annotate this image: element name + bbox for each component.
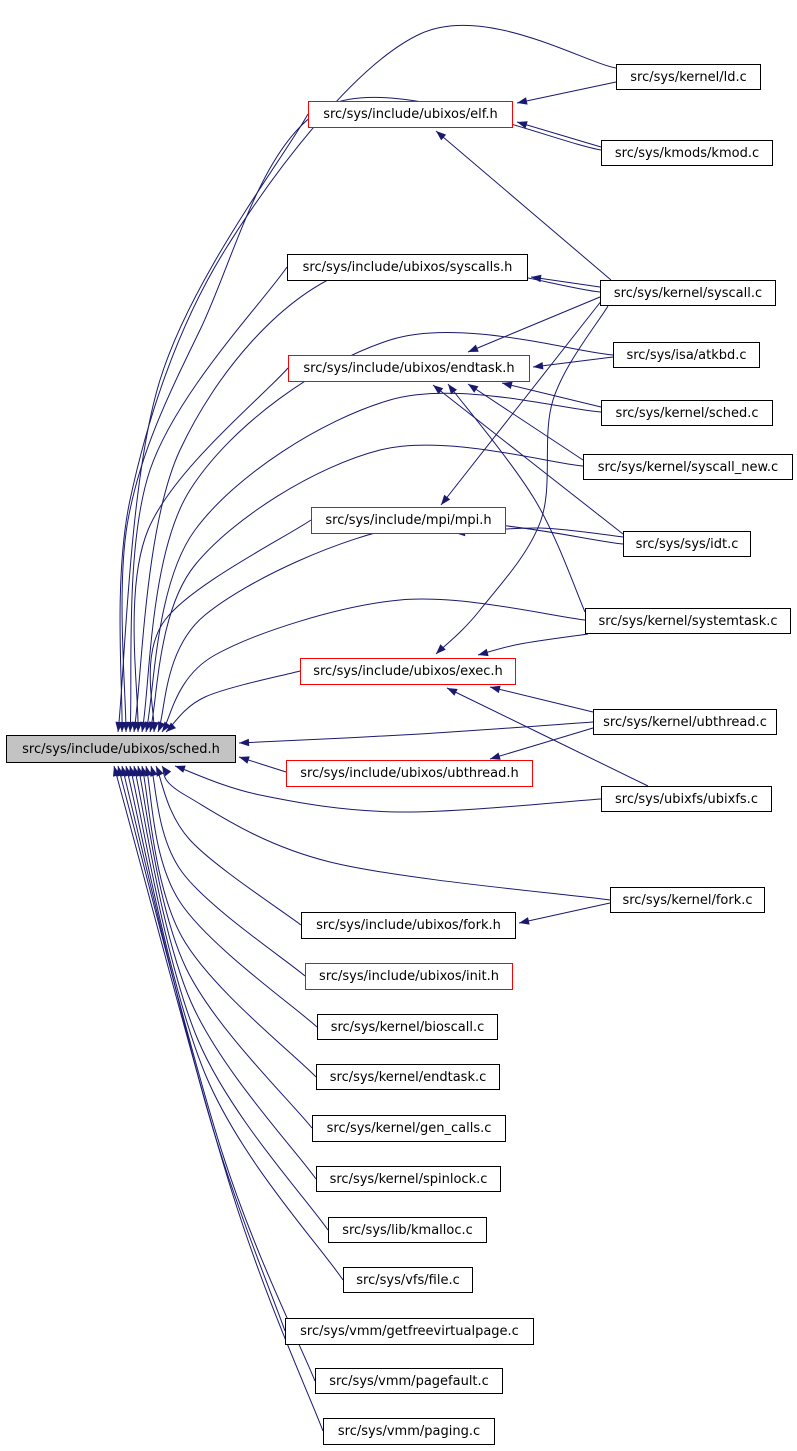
arrowhead-fork_c-fork_h: [519, 917, 530, 925]
edge-kmalloc_c-sched_h: [130, 766, 328, 1230]
graph-node-ubixfs_c[interactable]: src/sys/ubixfs/ubixfs.c: [601, 786, 772, 812]
edge-ld_c-elf_h: [517, 82, 616, 103]
arrowhead-systemtask_c-exec_h: [478, 649, 489, 656]
graph-node-pagefault_c[interactable]: src/sys/vmm/pagefault.c: [315, 1368, 503, 1394]
graph-node-systemtask_c[interactable]: src/sys/kernel/systemtask.c: [585, 608, 791, 634]
graph-node-endtask_h[interactable]: src/sys/include/ubixos/endtask.h: [288, 355, 530, 382]
graph-node-sched_c[interactable]: src/sys/kernel/sched.c: [601, 400, 773, 426]
edge-ubthread_c-sched_h: [239, 722, 593, 743]
arrowhead-ubthread_c-exec_h: [490, 686, 501, 693]
graph-node-mpi_h[interactable]: src/sys/include/mpi/mpi.h: [311, 507, 506, 534]
edge-kmod_c-sched_h: [122, 97, 601, 732]
arrowhead-ubixfs_c-sched_h: [175, 766, 186, 773]
graph-node-bioscall_c[interactable]: src/sys/kernel/bioscall.c: [317, 1014, 498, 1040]
arrowhead-ubixfs_c-exec_h: [447, 688, 458, 696]
arrowhead-syscall_c-exec_h: [436, 644, 446, 654]
edge-fork_c-fork_h: [519, 903, 610, 923]
graph-node-syscall_c[interactable]: src/sys/kernel/syscall.c: [600, 280, 776, 306]
graph-node-sched_h: src/sys/include/ubixos/sched.h: [6, 735, 236, 763]
edge-ubthread_c-exec_h: [490, 687, 593, 712]
edge-gen_calls_c-sched_h: [138, 766, 312, 1128]
graph-node-spinlock_c[interactable]: src/sys/kernel/spinlock.c: [316, 1166, 501, 1192]
graph-node-ubthread_c[interactable]: src/sys/kernel/ubthread.c: [593, 709, 777, 735]
edge-syscall_new_c-sched_h: [150, 445, 583, 732]
arrowhead-atkbd_c-endtask_h: [533, 362, 543, 370]
edge-file_c-sched_h: [126, 766, 343, 1280]
graph-node-gen_calls_c[interactable]: src/sys/kernel/gen_calls.c: [312, 1115, 506, 1142]
graph-node-elf_h[interactable]: src/sys/include/ubixos/elf.h: [308, 101, 513, 128]
graph-node-file_c[interactable]: src/sys/vfs/file.c: [343, 1267, 473, 1293]
edge-bioscall_c-sched_h: [146, 766, 317, 1027]
graph-node-ld_c[interactable]: src/sys/kernel/ld.c: [616, 64, 761, 90]
graph-node-syscall_new_c[interactable]: src/sys/kernel/syscall_new.c: [583, 454, 793, 480]
arrowhead-sched_c-endtask_h: [502, 382, 513, 389]
edge-idt_c-sched_h: [158, 522, 623, 732]
edge-kmod_c-elf_h: [517, 122, 601, 147]
arrowhead-syscall_c-endtask_h: [468, 345, 479, 352]
arrowhead-systemtask_c-endtask_h: [448, 384, 457, 394]
edge-syscall_c-mpi_h: [441, 300, 602, 505]
edge-endtask_c-sched_h: [142, 766, 316, 1077]
edge-syscalls_h-sched_h: [130, 267, 287, 732]
graph-node-kmalloc_c[interactable]: src/sys/lib/kmalloc.c: [328, 1217, 487, 1243]
graph-node-fork_h[interactable]: src/sys/include/ubixos/fork.h: [301, 912, 516, 939]
arrowhead-ld_c-elf_h: [517, 97, 528, 104]
graph-node-ubthread_h[interactable]: src/sys/include/ubixos/ubthread.h: [286, 760, 533, 787]
edge-elf_h-sched_h: [118, 114, 308, 732]
edge-spinlock_c-sched_h: [134, 766, 316, 1179]
arrowhead-syscall_c-mpi_h: [441, 495, 450, 505]
edge-mpi_h-sched_h: [150, 520, 311, 732]
arrowhead-syscall_c-elf_h: [436, 131, 446, 140]
graph-node-idt_c[interactable]: src/sys/sys/idt.c: [623, 531, 751, 557]
graph-node-exec_h[interactable]: src/sys/include/ubixos/exec.h: [300, 658, 516, 685]
graph-node-atkbd_c[interactable]: src/sys/isa/atkbd.c: [613, 342, 760, 368]
arrowhead-ubthread_h-sched_h: [239, 756, 250, 763]
arrowhead-ubthread_c-sched_h: [239, 739, 249, 747]
arrowhead-idt_c-endtask_h: [433, 385, 443, 394]
graph-node-init_h[interactable]: src/sys/include/ubixos/init.h: [305, 963, 513, 990]
edge-pagefault_c-sched_h: [118, 766, 315, 1381]
edge-init_h-sched_h: [151, 766, 305, 976]
edge-systemtask_c-exec_h: [478, 634, 588, 655]
edge-systemtask_c-endtask_h: [448, 384, 585, 612]
edge-exec_h-sched_h: [166, 671, 300, 732]
edge-getfreevirtualpage_c-sched_h: [122, 766, 285, 1331]
graph-node-fork_c[interactable]: src/sys/kernel/fork.c: [610, 887, 765, 913]
arrowhead-ubthread_c-ubthread_h: [490, 753, 501, 760]
graph-node-syscalls_h[interactable]: src/sys/include/ubixos/syscalls.h: [287, 254, 528, 281]
graph-node-kmod_c[interactable]: src/sys/kmods/kmod.c: [601, 140, 773, 166]
graph-node-getfreevirtualpage_c[interactable]: src/sys/vmm/getfreevirtualpage.c: [285, 1318, 534, 1345]
arrowhead-syscall_new_c-endtask_h: [468, 384, 478, 393]
graph-node-paging_c[interactable]: src/sys/vmm/paging.c: [323, 1418, 495, 1445]
graph-node-endtask_c[interactable]: src/sys/kernel/endtask.c: [316, 1064, 500, 1090]
edge-syscall_c-endtask_h: [468, 297, 600, 352]
edge-ubthread_c-ubthread_h: [490, 728, 593, 759]
